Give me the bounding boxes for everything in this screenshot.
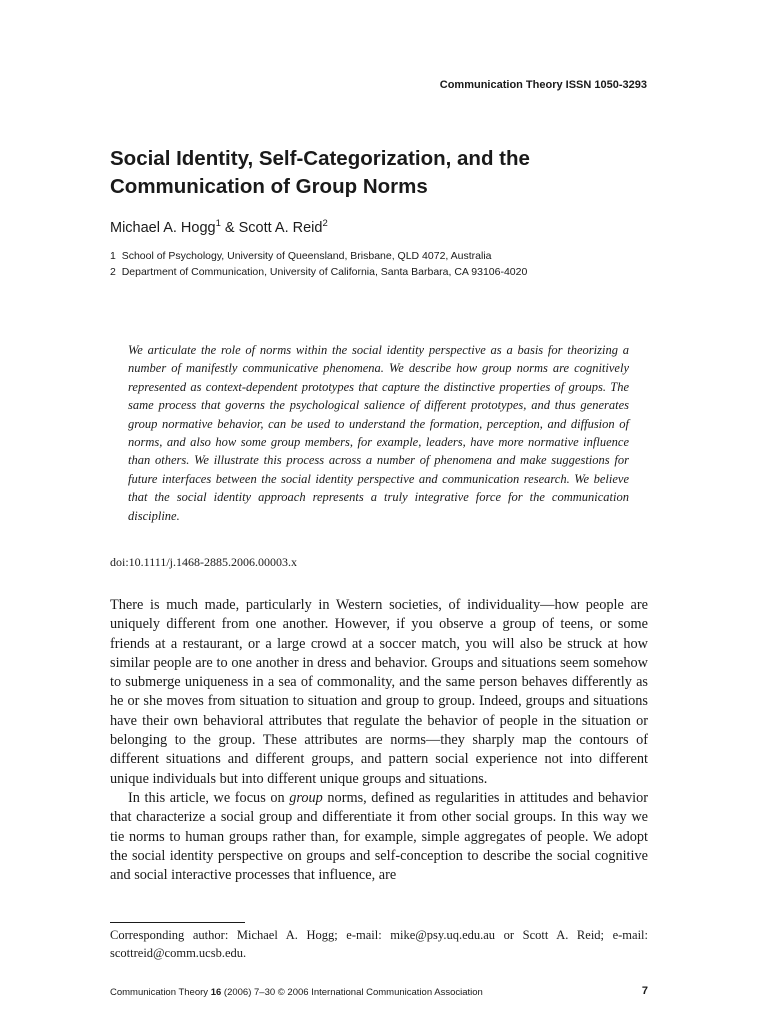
body-text [110,596,648,885]
affiliations [110,248,527,280]
footer-volume: 16 [210,987,222,998]
footer-journal: Communication Theory [110,987,211,998]
body-emphasis: group [289,789,323,806]
doi-link[interactable]: doi:10.1111/j.1468-2885.2006.00003.x [110,555,297,569]
author-name: Michael A. Hogg [110,219,216,236]
page-footer [110,987,483,998]
author-name: Scott A. Reid [238,219,323,236]
footnote: Corresponding author: Michael A. Hogg; e-mail: mike@psy.uq.edu.au or Scott A. Reid; e-mail: scottreid@comm.ucsb.edu. [110,928,648,960]
author-affiliation-marker: 2 [322,218,328,229]
body-text-span: norms, defined as regularities in attitudes and behavior that characterize a social group and differentiate it from other social groups. In this way we tie norms to human groups rather than, for example, simple aggregates of people. We adopt the social identity perspective on groups and self-conception to describe the social cognitive and social interactive processes that influence, are [110,789,648,884]
affiliation-line [110,248,527,264]
affiliation-text: School of Psychology, University of Queensland, Brisbane, QLD 4072, Australia [121,250,492,262]
author-line [110,218,328,236]
author-separator: & [220,219,239,236]
footer-citation: (2006) 7–30 © 2006 International Communication Association [221,987,483,998]
affiliation-text: Department of Communication, University of California, Santa Barbara, CA 93106-4020 [121,266,528,278]
journal-header: Communication Theory ISSN 1050-3293 [439,79,647,91]
body-text-span: In this article, we focus on [128,789,290,806]
affiliation-number: 2 [110,266,116,278]
author-affiliation-marker: 1 [215,218,221,229]
article-title: Social Identity, Self-Categorization, and the Communication of Group Norms [110,147,530,198]
affiliation-number: 1 [110,250,116,262]
footnote-divider [110,922,245,923]
body-paragraph: There is much made, particularly in Western societies, of individuality—how people are uniquely different from one another. However, if you observe a group of teens, or some friends at a restaurant, or a large crowd at a soccer match, you will also be struck at how similar people are to one another in dress and behavior. Groups and situations seem somehow to submerge uniqueness in a sea of commonality, and the same person behaves differently as he or she moves from situation to situation and group to group. Indeed, groups and situations have their own behavioral attributes that regulate the behavior of people in the situation or belonging to the group. These attributes are norms—they sharply map the contours of different situations and different groups, and pattern social experience not into different unique individuals but into different unique groups and situations. [110,597,648,787]
abstract: We articulate the role of norms within the social identity perspective as a basis for theorizing a number of manifestly communicative phenomena. We describe how group norms are cognitively represented as context-dependent prototypes that capture the distinctive properties of groups. The same process that governs the psychological salience of different prototypes, and thus generates group normative behavior, can be used to understand the formation, perception, and diffusion of norms, and also how some group members, for example, leaders, have more normative influence than others. We illustrate this process across a number of phenomena and make suggestions for future interfaces between the social identity perspective and communication research. We believe that the social identity approach represents a truly integrative force for the communication discipline. [128,343,629,523]
page-number: 7 [641,985,648,997]
body-paragraph [110,789,648,885]
affiliation-line [110,264,527,280]
